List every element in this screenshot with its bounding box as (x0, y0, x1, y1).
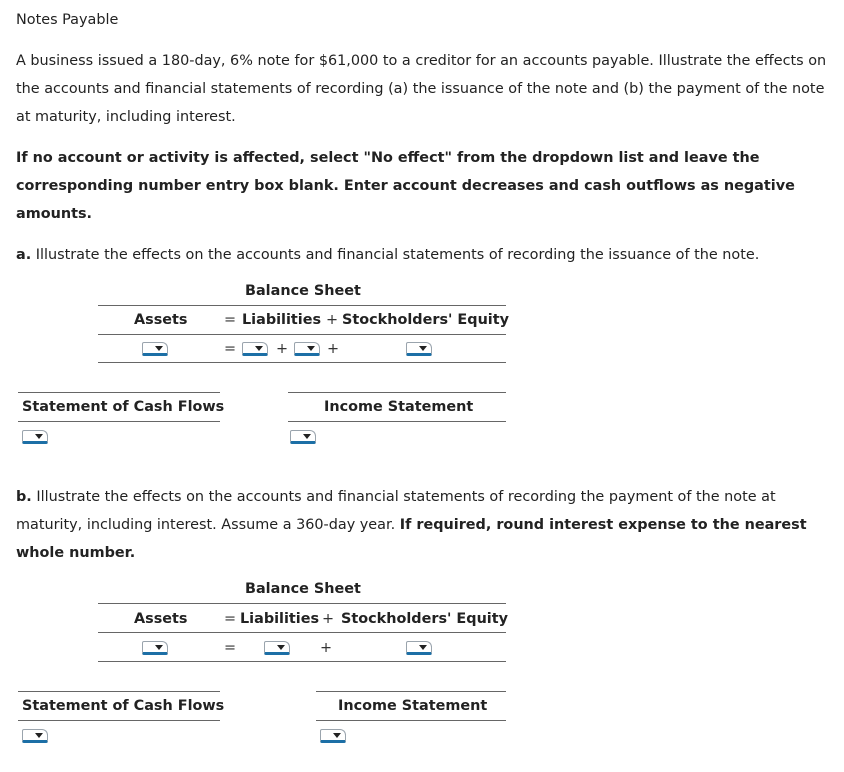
part-b-equity-header: Stockholders' Equity (341, 611, 509, 627)
part-a-bs-bottom-rule (98, 362, 506, 363)
part-b-plus-row: + (320, 640, 333, 656)
part-a-cash-flows-dropdown[interactable] (22, 430, 48, 444)
part-b-assets-header: Assets (134, 611, 188, 627)
part-a-equals-row: = (224, 341, 237, 357)
part-a-is-header-rule (288, 421, 506, 422)
part-a-is-top-rule (288, 392, 506, 393)
page-title: Notes Payable (16, 12, 119, 28)
chevron-down-icon (277, 645, 285, 650)
part-a-bs-top-rule (98, 305, 506, 306)
chevron-down-icon (307, 346, 315, 351)
chevron-down-icon (155, 346, 163, 351)
chevron-down-icon (255, 346, 263, 351)
part-b-equals-header: = (224, 611, 237, 627)
part-b-is-header-rule (316, 720, 506, 721)
part-a-equity-dropdown[interactable] (406, 342, 432, 356)
part-b-equity-dropdown[interactable] (406, 641, 432, 655)
part-a-prompt (16, 241, 831, 269)
problem-text: A business issued a 180-day, 6% note for $61,000 to a creditor for an accounts payable. Illustrate the effects on the accounts and financial statements of recording (a) the issuance of the note and (b) the payment of the note at maturity, including interest. (16, 53, 827, 125)
part-b-income-statement-dropdown[interactable] (320, 729, 346, 743)
part-b-is-top-rule (316, 691, 506, 692)
part-b-text-bold: If required, round interest expense to the nearest whole number. (16, 517, 807, 561)
part-a-bs-header-rule (98, 334, 506, 335)
part-a-liabilities-dropdown[interactable] (242, 342, 268, 356)
part-a-equals-header: = (224, 312, 237, 328)
part-a-plus-header: + (326, 312, 339, 328)
part-a-plus-row-1: + (276, 341, 289, 357)
chevron-down-icon (333, 733, 341, 738)
part-b-balance-sheet-title: Balance Sheet (245, 581, 361, 597)
part-a-plus-row-2: + (327, 341, 340, 357)
part-a-income-statement-dropdown[interactable] (290, 430, 316, 444)
part-a-text: Illustrate the effects on the accounts and financial statements of recording the issuance of the note. (35, 247, 760, 263)
part-a-cash-flows-header: Statement of Cash Flows (22, 399, 225, 415)
part-a-liabilities-dropdown-2[interactable] (294, 342, 320, 356)
part-b-cf-top-rule (18, 691, 220, 692)
part-b-liabilities-header: Liabilities (240, 611, 320, 627)
part-b-assets-dropdown[interactable] (142, 641, 168, 655)
part-a-assets-header: Assets (134, 312, 188, 328)
part-b-cash-flows-dropdown[interactable] (22, 729, 48, 743)
instructions: If no account or activity is affected, select "No effect" from the dropdown list and leave the corresponding number entry box blank. Enter account decreases and cash outflows as negative amounts. (16, 150, 795, 222)
part-b-equals-row: = (224, 640, 237, 656)
chevron-down-icon (303, 434, 311, 439)
part-b-plus-header: + (322, 611, 335, 627)
part-b-label: b. (16, 489, 32, 505)
part-a-assets-dropdown[interactable] (142, 342, 168, 356)
part-a-cf-top-rule (18, 392, 220, 393)
part-b-bs-bottom-rule (98, 661, 506, 662)
chevron-down-icon (155, 645, 163, 650)
part-b-bs-top-rule (98, 603, 506, 604)
part-b-cf-header-rule (18, 720, 220, 721)
chevron-down-icon (35, 434, 43, 439)
part-b-prompt (16, 483, 831, 567)
part-a-balance-sheet-title: Balance Sheet (245, 283, 361, 299)
chevron-down-icon (419, 645, 427, 650)
part-a-income-statement-header: Income Statement (324, 399, 474, 415)
part-b-income-statement-header: Income Statement (338, 698, 488, 714)
part-b-text: Illustrate the effects on the accounts and financial statements of recording the payment of the note at maturity, including interest. Assume a 360-day year. (16, 489, 776, 533)
part-a-equity-header: Stockholders' Equity (342, 312, 510, 328)
part-b-liabilities-dropdown[interactable] (264, 641, 290, 655)
chevron-down-icon (419, 346, 427, 351)
chevron-down-icon (35, 733, 43, 738)
part-a-liabilities-header: Liabilities (242, 312, 322, 328)
part-b-cash-flows-header: Statement of Cash Flows (22, 698, 225, 714)
part-a-label: a. (16, 247, 32, 263)
part-a-cf-header-rule (18, 421, 220, 422)
part-b-bs-header-rule (98, 632, 506, 633)
